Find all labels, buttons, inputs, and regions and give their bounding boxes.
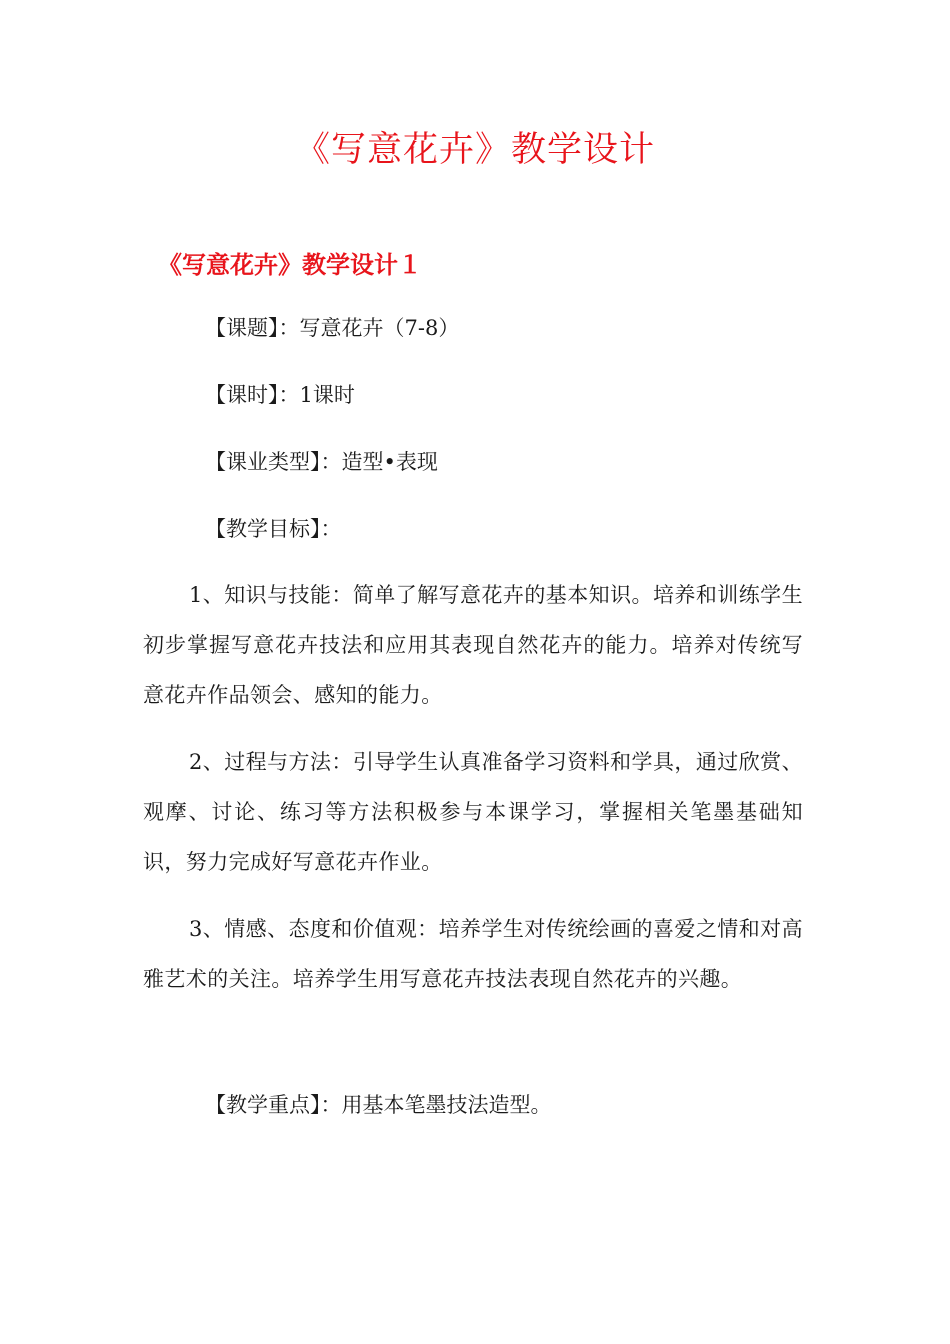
objective-paragraph-1: 1、知识与技能：简单了解写意花卉的基本知识。培养和训练学生初步掌握写意花卉技法和应用其表现自然花卉的能力。培养对传统写意花卉作品领会、感知的能力。	[143, 583, 803, 707]
field-topic-value: 写意花卉（7-8）	[299, 316, 460, 340]
field-lesson-type	[205, 447, 438, 477]
field-periods-label: 【课时】：	[205, 383, 300, 407]
section-title: 《写意花卉》教学设计１	[158, 251, 422, 279]
field-periods-value: 1课时	[299, 383, 355, 407]
field-topic	[205, 313, 459, 343]
objective-paragraph-2: 2、过程与方法：引导学生认真准备学习资料和学具，通过欣赏、观摩、讨论、练习等方法积极参与本课学习，掌握相关笔墨基础知识，努力完成好写意花卉作业。	[143, 750, 803, 874]
field-objectives	[205, 514, 342, 544]
document-title: 《写意花卉》教学设计	[294, 130, 655, 170]
field-objectives-label: 【教学目标】：	[205, 517, 342, 541]
field-key-point-value: 用基本笔墨技法造型。	[341, 1093, 552, 1117]
field-lesson-type-label: 【课业类型】：	[205, 450, 342, 474]
field-key-point-label: 【教学重点】：	[205, 1093, 342, 1117]
field-key-point	[205, 1090, 552, 1120]
objective-paragraph-3: 3、情感、态度和价值观：培养学生对传统绘画的喜爱之情和对高雅艺术的关注。培养学生用写意花卉技法表现自然花卉的兴趣。	[143, 917, 803, 991]
field-lesson-type-value: 造型•表现	[341, 450, 438, 474]
field-periods	[205, 380, 355, 410]
field-topic-label: 【课题】：	[205, 316, 300, 340]
